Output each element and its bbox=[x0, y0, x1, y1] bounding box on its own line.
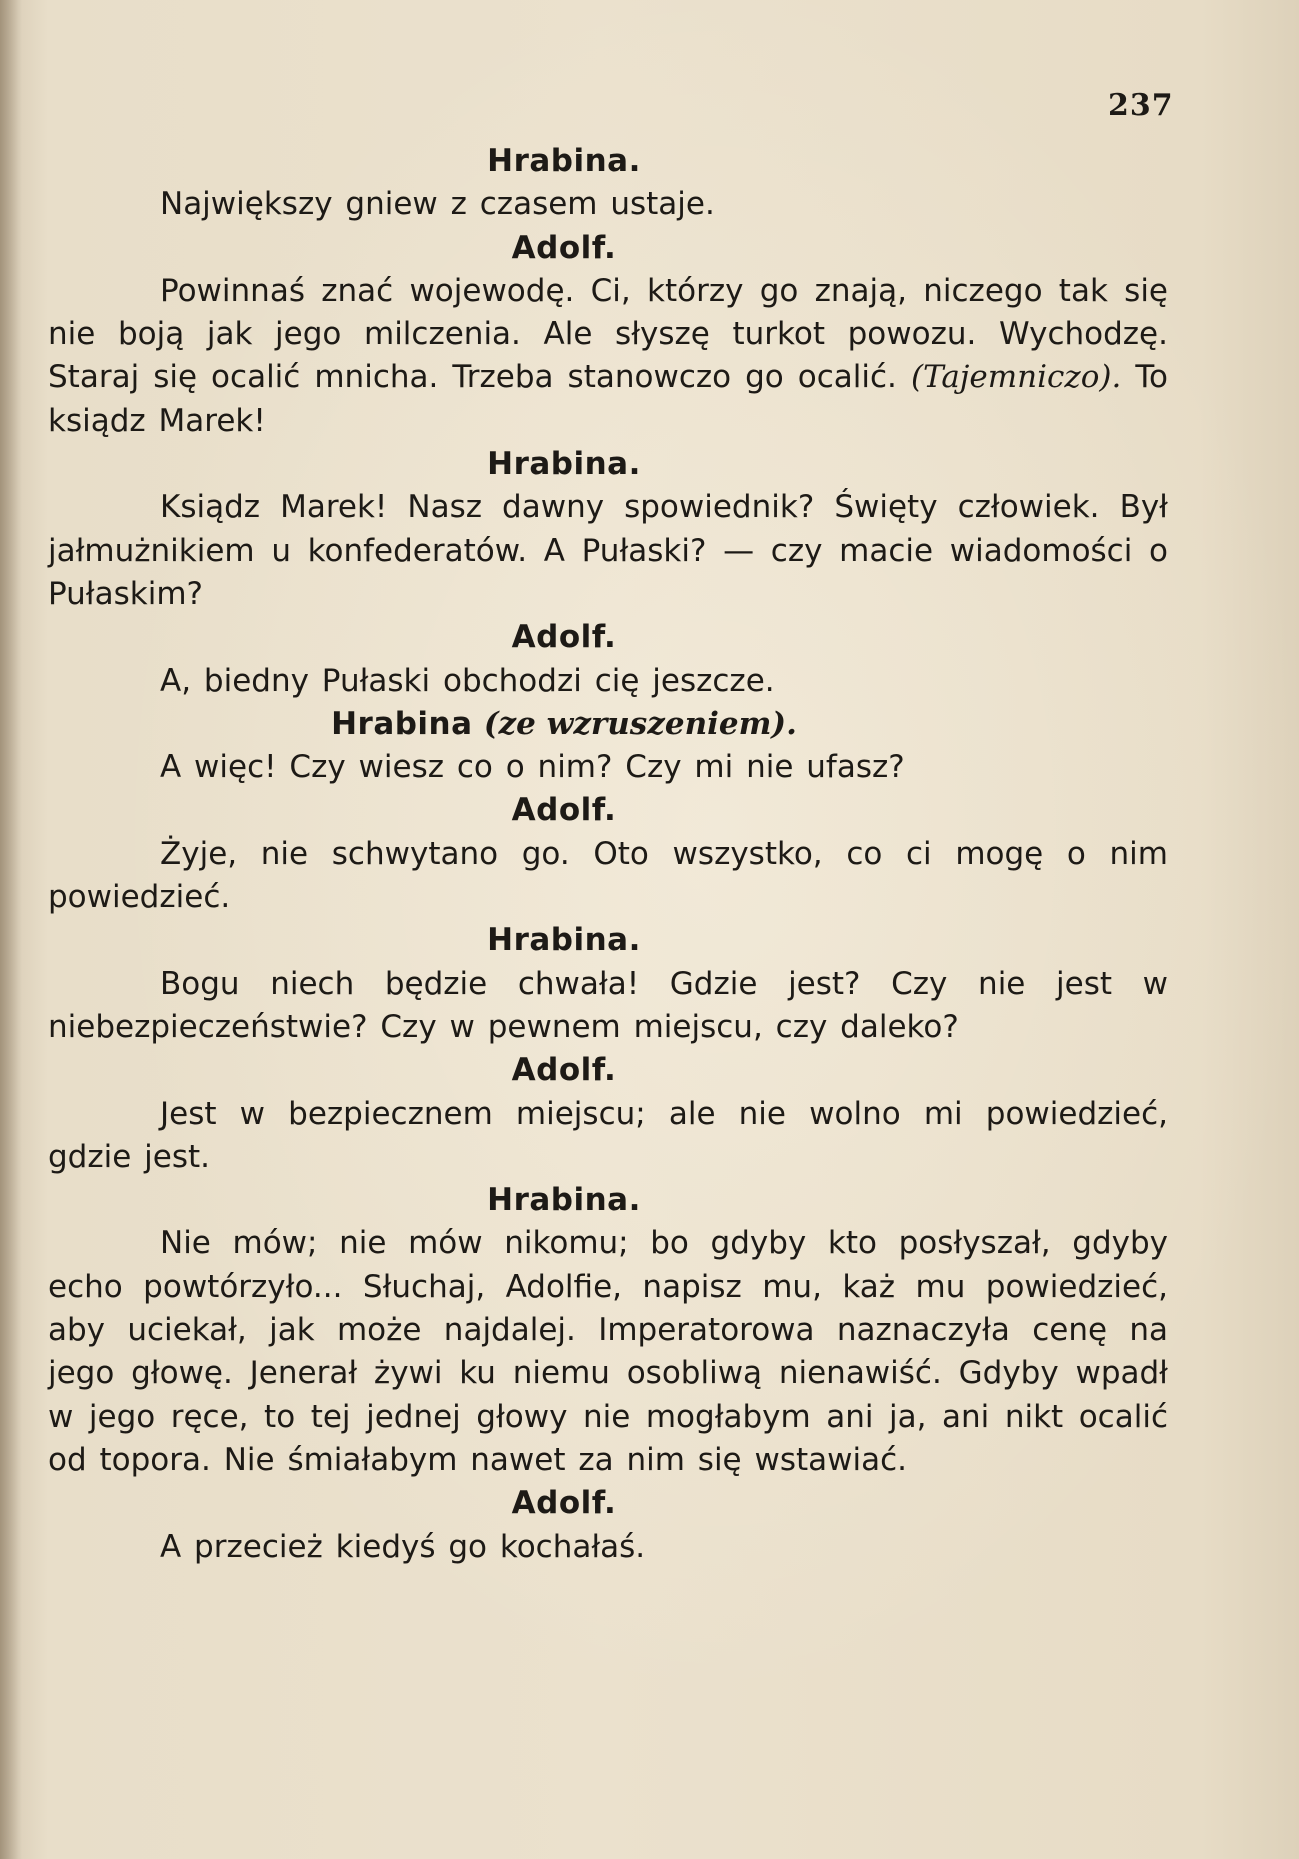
speaker-heading: Hrabina. bbox=[487, 922, 641, 959]
speech-paragraph: Żyje, nie schwytano go. Oto wszystko, co ci mogę o nim powiedzieć. bbox=[48, 835, 1168, 916]
binding-shadow bbox=[0, 0, 22, 1859]
speech-paragraph: Ksiądz Marek! Nasz dawny spowiednik? Święty człowiek. Był jałmużnikiem u konfederatów. A Pułaski? — czy macie wiadomości o Pułaskim? bbox=[48, 489, 1168, 612]
speaker-heading: Hrabina. bbox=[487, 1182, 641, 1219]
speaker-heading bbox=[48, 703, 1168, 746]
stage-direction: (Tajemniczo). bbox=[910, 359, 1122, 396]
speaker-heading: Adolf. bbox=[511, 229, 617, 266]
speech-paragraph: Jest w bezpiecznem miejscu; ale nie wolno mi powiedzieć, gdzie jest. bbox=[48, 1095, 1168, 1175]
speech-paragraph: A więc! Czy wiesz co o nim? Czy mi nie ufasz? bbox=[160, 749, 905, 786]
page-number: 237 bbox=[1108, 88, 1174, 123]
speaker-heading: Adolf. bbox=[511, 619, 617, 656]
stage-direction: (ze wzruszeniem). bbox=[483, 705, 797, 742]
speaker-heading: Hrabina. bbox=[487, 446, 641, 483]
speech-text: To ksiądz Marek! bbox=[48, 359, 1169, 439]
speech-text: Powinnaś znać wojewodę. Ci, którzy go znają, niczego tak się nie boją jak jego milczenia. Ale słyszę turkot powozu. Wychodzę. Staraj się ocalić mnicha. Trzeba stanowczo go ocalić. bbox=[48, 272, 1168, 396]
speaker-heading: Adolf. bbox=[511, 1052, 617, 1089]
dialogue-text bbox=[48, 140, 1168, 1569]
speech-paragraph: A przecież kiedyś go kochałaś. bbox=[160, 1528, 646, 1565]
speaker-heading: Adolf. bbox=[511, 792, 617, 829]
speech-paragraph: Bogu niech będzie chwała! Gdzie jest? Czy nie jest w niebezpieczeństwie? Czy w pewnem miejscu, czy daleko? bbox=[48, 965, 1168, 1045]
speaker-name: Hrabina bbox=[331, 705, 473, 742]
speech-paragraph: Największy gniew z czasem ustaje. bbox=[160, 186, 715, 223]
speech-paragraph bbox=[48, 270, 1168, 443]
speech-paragraph: Nie mów; nie mów nikomu; bo gdyby kto posłyszał, gdyby echo powtórzyło... Słuchaj, Adolfie, napisz mu, każ mu powiedzieć, aby uciekał, jak może najdalej. Imperatorowa naznaczyła cenę na jego głowę. Jenerał żywi ku niemu osobliwą nienawiść. Gdyby wpadł w jego ręce, to tej jednej głowy nie mogłabym ani ja, ani nikt ocalić od topora. Nie śmiałabym nawet za nim się wstawiać. bbox=[48, 1225, 1168, 1478]
speaker-heading: Adolf. bbox=[511, 1485, 617, 1522]
speech-paragraph: A, biedny Pułaski obchodzi cię jeszcze. bbox=[160, 662, 775, 699]
speaker-heading: Hrabina. bbox=[487, 143, 641, 179]
